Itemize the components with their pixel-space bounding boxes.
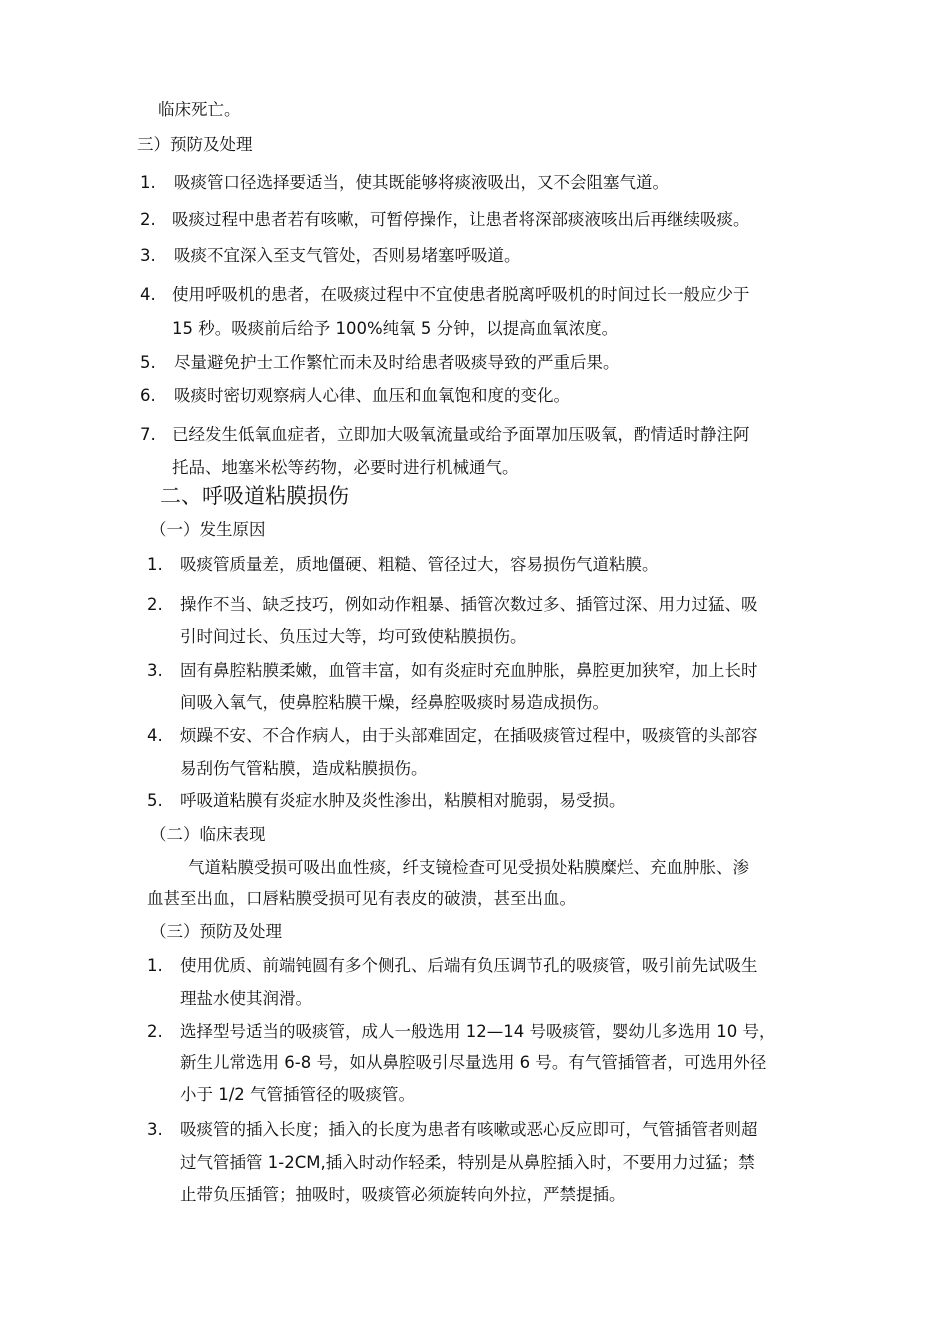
list-item-text: 吸痰过程中患者若有咳嗽，可暂停操作，让患者将深部痰液咳出后再继续吸痰。: [172, 210, 750, 229]
prevention-heading: （三）预防及处理: [150, 922, 282, 941]
list-number: 7.: [140, 425, 156, 444]
list-number: 1.: [147, 555, 163, 574]
list-item-text: 新生儿常选用 6-8 号，如从鼻腔吸引尽量选用 6 号。有气管插管者，可选用外径: [180, 1053, 767, 1072]
list-item-text: 15 秒。吸痰前后给予 100%纯氧 5 分钟，以提高血氧浓度。: [172, 319, 619, 338]
list-item-text: 引时间过长、负压过大等，均可致使粘膜损伤。: [180, 627, 527, 646]
list-number: 4.: [147, 726, 163, 745]
list-item-text: 使用优质、前端钝圆有多个侧孔、后端有负压调节孔的吸痰管，吸引前先试吸生: [180, 956, 758, 975]
causes-heading: （一）发生原因: [150, 520, 266, 539]
list-item-text: 烦躁不安、不合作病人，由于头部难固定，在插吸痰管过程中，吸痰管的头部容: [180, 726, 758, 745]
list-item-text: 固有鼻腔粘膜柔嫩，血管丰富，如有炎症时充血肿胀，鼻腔更加狭窄，加上长时: [180, 661, 758, 680]
list-number: 2.: [147, 595, 163, 614]
list-number: 1.: [147, 956, 163, 975]
list-item-text: 吸痰不宜深入至支气管处，否则易堵塞呼吸道。: [174, 246, 521, 265]
clinical-text: 血甚至出血，口唇粘膜受损可见有表皮的破溃，甚至出血。: [147, 889, 576, 908]
clinical-heading: （二）临床表现: [150, 825, 266, 844]
list-number: 2.: [147, 1022, 163, 1041]
list-item-text: 呼吸道粘膜有炎症水肿及炎性渗出，粘膜相对脆弱，易受损。: [180, 791, 626, 810]
list-item-text: 理盐水使其润滑。: [180, 989, 312, 1008]
list-item-text: 使用呼吸机的患者，在吸痰过程中不宜使患者脱离呼吸机的时间过长一般应少于: [172, 285, 750, 304]
list-number: 4.: [140, 285, 156, 304]
list-item-text: 间吸入氧气，使鼻腔粘膜干燥，经鼻腔吸痰时易造成损伤。: [180, 693, 609, 712]
list-number: 1.: [140, 173, 156, 192]
list-item-text: 操作不当、缺乏技巧，例如动作粗暴、插管次数过多、插管过深、用力过猛、吸: [180, 595, 758, 614]
list-number: 6.: [140, 386, 156, 405]
list-item-text: 选择型号适当的吸痰管，成人一般选用 12—14 号吸痰管，婴幼儿多选用 10 号，: [180, 1022, 776, 1041]
list-number: 2.: [140, 210, 156, 229]
list-item-text: 尽量避免护士工作繁忙而未及时给患者吸痰导致的严重后果。: [174, 353, 620, 372]
list-number: 5.: [147, 791, 163, 810]
list-item-text: 过气管插管 1-2CM,插入时动作轻柔，特别是从鼻腔插入时，不要用力过猛；禁: [180, 1153, 755, 1172]
list-item-text: 小于 1/2 气管插管径的吸痰管。: [180, 1085, 416, 1104]
list-item-text: 托品、地塞米松等药物，必要时进行机械通气。: [172, 458, 519, 477]
continuation-text: 临床死亡。: [158, 100, 241, 119]
list-item-text: 吸痰时密切观察病人心律、血压和血氧饱和度的变化。: [174, 386, 570, 405]
list-number: 3.: [147, 661, 163, 680]
list-number: 3.: [147, 1120, 163, 1139]
clinical-text: 气道粘膜受损可吸出血性痰，纤支镜检查可见受损处粘膜糜烂、充血肿胀、渗: [188, 858, 749, 877]
list-item-text: 吸痰管的插入长度；插入的长度为患者有咳嗽或恶心反应即可，气管插管者则超: [180, 1120, 758, 1139]
list-item-text: 吸痰管口径选择要适当，使其既能够将痰液吸出，又不会阻塞气道。: [174, 173, 669, 192]
list-number: 3.: [140, 246, 156, 265]
section-title: 二、呼吸道粘膜损伤: [160, 484, 349, 508]
list-number: 5.: [140, 353, 156, 372]
list-item-text: 止带负压插管；抽吸时，吸痰管必须旋转向外拉，严禁提插。: [180, 1185, 626, 1204]
list-item-text: 吸痰管质量差，质地僵硬、粗糙、管径过大，容易损伤气道粘膜。: [180, 555, 659, 574]
list-item-text: 易刮伤气管粘膜，造成粘膜损伤。: [180, 759, 428, 778]
list-item-text: 已经发生低氧血症者，立即加大吸氧流量或给予面罩加压吸氧，酌情适时静注阿: [172, 425, 750, 444]
prevention-heading: 三）预防及处理: [137, 135, 253, 154]
